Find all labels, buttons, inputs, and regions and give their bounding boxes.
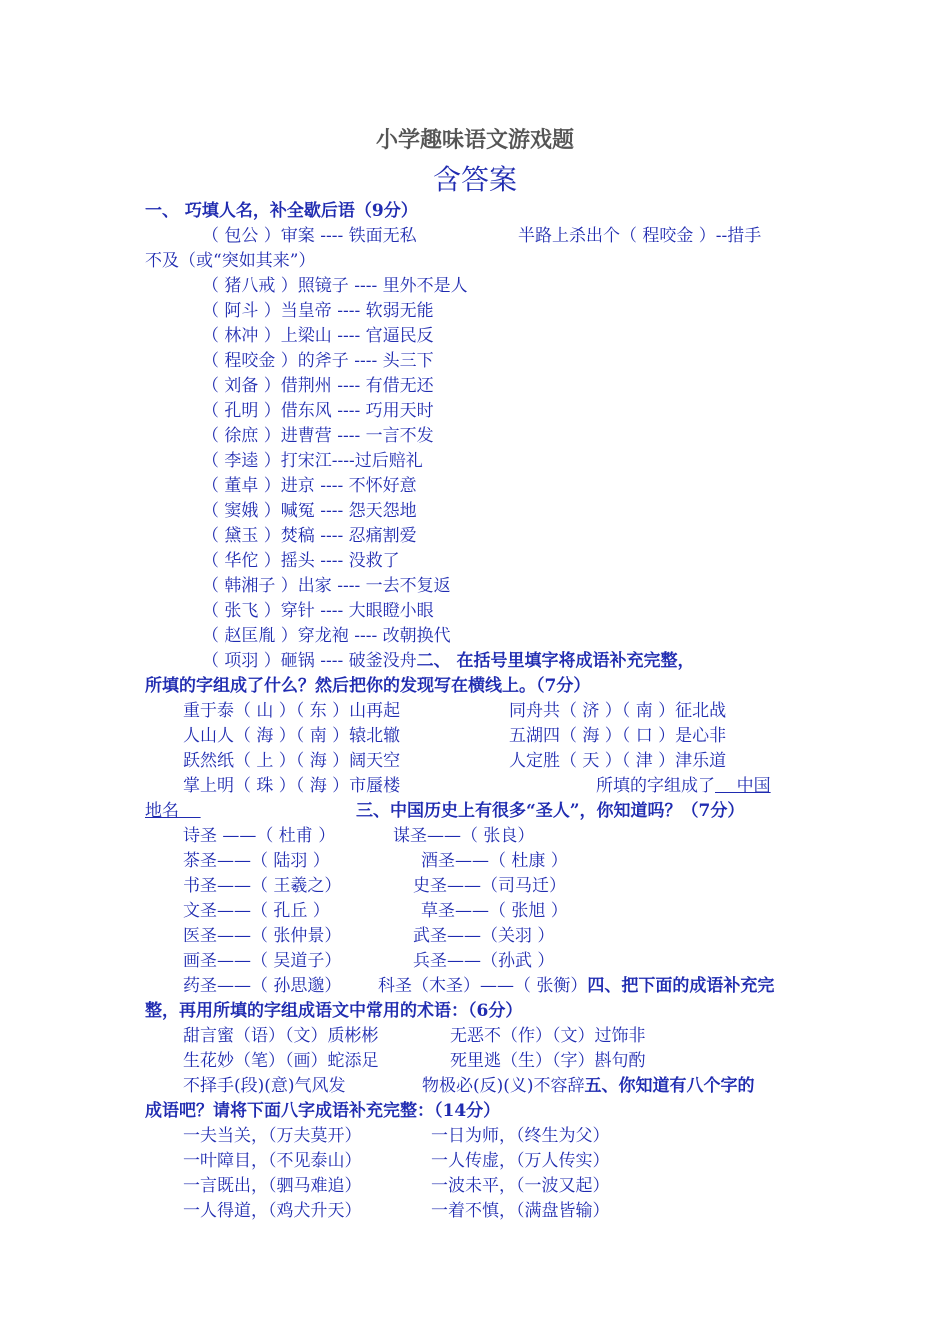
s5-row-right: 一着不慎，（满盘皆输） bbox=[431, 1201, 610, 1221]
s1-item: （ 猪八戒 ）照镜子 ---- 里外不是人 bbox=[202, 276, 468, 296]
s3-row-right: 史圣——（司马迁） bbox=[413, 876, 566, 896]
s2-answer-text-a: 中国 bbox=[715, 776, 771, 796]
s3-last-left: 药圣——（ 孙思邈） bbox=[183, 976, 342, 996]
s2-answer-line bbox=[596, 774, 771, 798]
s1-first-wrap: 不及（或“突如其来”） bbox=[145, 251, 316, 271]
s1-item: （ 华佗 ）摇头 ---- 没救了 bbox=[202, 551, 400, 571]
s2-row-right: 同舟共（ 济 ）（ 南 ）征北战 bbox=[509, 701, 727, 721]
s2-answer-text-b: 地名 bbox=[145, 801, 201, 821]
s1-item: （ 黛玉 ）焚稿 ---- 忍痛割爱 bbox=[202, 526, 417, 546]
document-title: 小学趣味语文游戏题 bbox=[375, 127, 574, 153]
s4-row-right: 死里逃（生）（字）斟句酌 bbox=[450, 1051, 646, 1071]
s1-item-last bbox=[202, 649, 695, 673]
section-5-heading-a: 五、你知道有八个字的 bbox=[584, 1076, 755, 1096]
s3-row-left: 茶圣——（ 陆羽 ） bbox=[183, 851, 330, 871]
s1-item: （ 赵匡胤 ）穿龙袍 ---- 改朝换代 bbox=[202, 626, 451, 646]
s2-row-left: 重于泰（ 山 ）（ 东 ）山再起 bbox=[183, 701, 401, 721]
s5-row-right: 一日为师，（终生为父） bbox=[431, 1126, 610, 1146]
s3-row-right: 兵圣——（孙武 ） bbox=[413, 951, 555, 971]
s3-row-left: 医圣——（ 张仲景） bbox=[183, 926, 342, 946]
s2-row-right: 五湖四（ 海 ）（ 口 ）是心非 bbox=[509, 726, 727, 746]
s3-row-left: 文圣——（ 孔丘 ） bbox=[183, 901, 330, 921]
s1-item: （ 林冲 ）上梁山 ---- 官逼民反 bbox=[202, 326, 434, 346]
s3-last-right-text: 科圣（木圣）——（ 张衡） bbox=[378, 976, 588, 996]
section-2-heading-b: 所填的字组成了什么？然后把你的发现写在横线上。（7分） bbox=[145, 676, 591, 696]
s1-first-right: 半路上杀出个（ 程咬金 ）--措手 bbox=[518, 226, 762, 246]
section-2-heading-a: 二、 在括号里填字将成语补充完整， bbox=[416, 651, 695, 671]
s1-item: （ 董卓 ）进京 ---- 不怀好意 bbox=[202, 476, 417, 496]
s5-row-right: 一波未平，（一波又起） bbox=[431, 1176, 610, 1196]
s1-item: （ 阿斗 ）当皇帝 ---- 软弱无能 bbox=[202, 301, 434, 321]
s3-last-right bbox=[378, 974, 774, 998]
s4-row-right: 无恶不（作）（文）过饰非 bbox=[450, 1026, 646, 1046]
s1-item: （ 窦娥 ）喊冤 ---- 怨天怨地 bbox=[202, 501, 417, 521]
section-5-heading-b: 成语吧？请将下面八字成语补充完整：（14分） bbox=[145, 1101, 501, 1121]
s3-row-left: 书圣——（ 王羲之） bbox=[183, 876, 342, 896]
s1-item: （ 韩湘子 ）出家 ---- 一去不复返 bbox=[202, 576, 451, 596]
section-4-heading-a: 四、把下面的成语补充完 bbox=[587, 976, 775, 996]
s2-row-right: 人定胜（ 天 ）（ 津 ）津乐道 bbox=[509, 751, 727, 771]
s1-item: （ 程咬金 ）的斧子 ---- 头三下 bbox=[202, 351, 434, 371]
s2-row-left: 掌上明（ 珠 ）（ 海 ）市蜃楼 bbox=[183, 776, 401, 796]
document-subtitle: 含答案 bbox=[432, 163, 517, 196]
s1-item: （ 孔明 ）借东风 ---- 巧用天时 bbox=[202, 401, 434, 421]
s3-row-right: 武圣——（关羽 ） bbox=[413, 926, 555, 946]
section-1-heading: 一、 巧填人名，补全歇后语（9分） bbox=[145, 201, 418, 221]
section-3-heading: 三、中国历史上有很多“圣人”，你知道吗？（7分） bbox=[356, 801, 745, 821]
s1-item: （ 张飞 ）穿针 ---- 大眼瞪小眼 bbox=[202, 601, 434, 621]
s1-item: （ 徐庶 ）进曹营 ---- 一言不发 bbox=[202, 426, 434, 446]
s1-item: （ 刘备 ）借荆州 ---- 有借无还 bbox=[202, 376, 434, 396]
s3-row-right: 草圣——（ 张旭 ） bbox=[421, 901, 568, 921]
s5-row-left: 一夫当关，（万夫莫开） bbox=[183, 1126, 362, 1146]
s4-last-left: 不择手(段)(意)气风发 bbox=[183, 1076, 346, 1096]
s5-row-left: 一人得道，（鸡犬升天） bbox=[183, 1201, 362, 1221]
s2-row-left: 跃然纸（ 上 ）（ 海 ）阔天空 bbox=[183, 751, 401, 771]
s4-last-right-text: 物极必(反)(义)不容辞 bbox=[422, 1076, 585, 1096]
s4-row-left: 生花妙（笔）（画）蛇添足 bbox=[183, 1051, 379, 1071]
s2-answer-label: 所填的字组成了 bbox=[596, 776, 715, 796]
section-4-heading-b: 整，再用所填的字组成语文中常用的术语：（6分） bbox=[145, 1001, 523, 1021]
s1-last-item-text: （ 项羽 ）砸锅 ---- 破釜没舟 bbox=[202, 651, 417, 671]
s5-row-left: 一叶障目，（不见泰山） bbox=[183, 1151, 362, 1171]
s3-row-left: 画圣——（ 吴道子） bbox=[183, 951, 342, 971]
s5-row-right: 一人传虚，（万人传实） bbox=[431, 1151, 610, 1171]
s3-row-left: 诗圣 ——（ 杜甫 ） bbox=[183, 826, 336, 846]
s2-row-left: 人山人（ 海 ）（ 南 ）辕北辙 bbox=[183, 726, 401, 746]
s2-answer-wrap bbox=[145, 799, 201, 823]
s1-item: （ 李逵 ）打宋江----过后赔礼 bbox=[202, 451, 423, 471]
s4-row-left: 甜言蜜（语）（文）质彬彬 bbox=[183, 1026, 379, 1046]
s4-last-right bbox=[422, 1074, 755, 1098]
s1-first-left: （ 包公 ）审案 ---- 铁面无私 bbox=[202, 226, 417, 246]
s3-row-right: 谋圣——（ 张良） bbox=[393, 826, 535, 846]
s3-row-right: 酒圣——（ 杜康 ） bbox=[421, 851, 568, 871]
s5-row-left: 一言既出，（驷马难追） bbox=[183, 1176, 362, 1196]
